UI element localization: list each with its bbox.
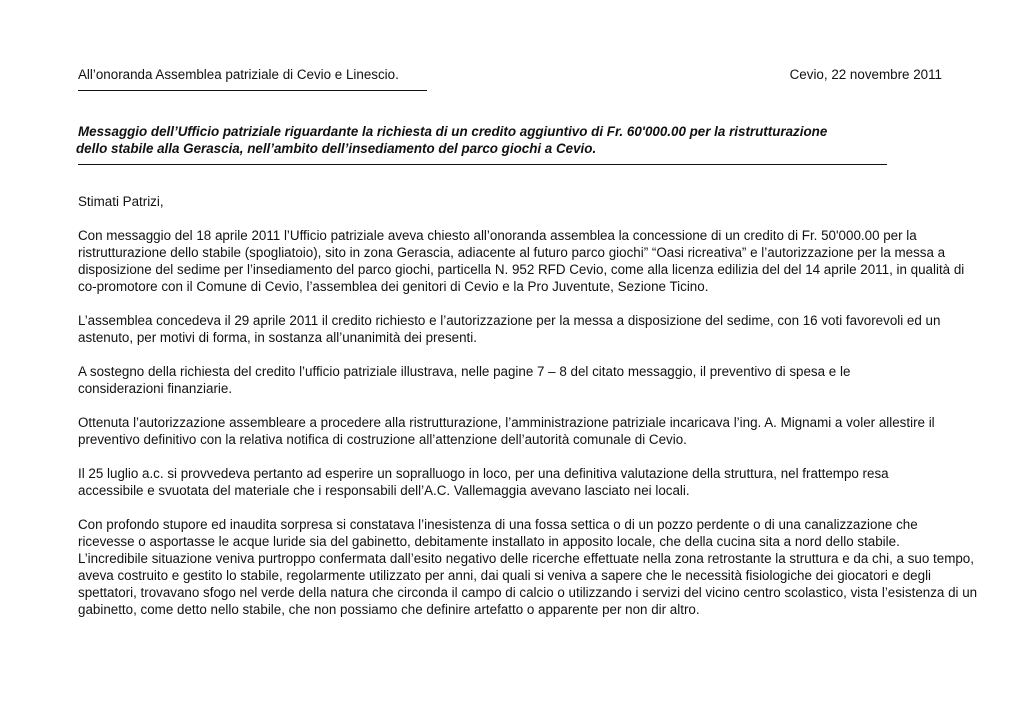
greeting: Stimati Patrizi,: [78, 194, 164, 209]
paragraph-3: A sostegno della richiesta del credito l’ufficio patriziale illustrava, nelle pagine 7 – 8 del citato messaggio, il preventivo di spesa e le considerazioni finanziarie.: [78, 364, 851, 396]
paragraph-4: Ottenuta l’autorizzazione assembleare a procedere alla ristrutturazione, l’amministrazione patriziale incaricava l’ing. A. Mignami a voler allestire il preventivo definitivo con la relativa notifica di costruzione all’attenzione dell’autorità comunale di Cevio.: [78, 415, 935, 447]
paragraph-7: L’incredibile situazione veniva purtroppo confermata dall’esito negativo delle ricerche effettuate nella zona retrostante la struttura e da chi, a suo tempo, aveva costruito e gestito lo stabile, regolarmente utilizzato per anni, dai quali si veniva a sapere che le necessità fisiologiche dei giocatori e degli spettatori, trovavano sfogo nel verde della natura che circonda il campo di calcio o utilizzando i servizi del vicino centro scolastico, vista l’esistenza di un gabinetto, come detto nello stabile, che non possiamo che definire artefatto o apparente per non dir altro.: [78, 551, 978, 617]
subject-line-1: Messaggio dell’Ufficio patriziale riguardante la richiesta di un credito aggiuntivo di Fr. 60'000.00 per la ristrutturazione: [78, 124, 828, 139]
paragraph-6: Con profondo stupore ed inaudita sorpresa si constatava l’inesistenza di una fossa settica o di un pozzo perdente o di una canalizzazione che ricevesse o asportasse le acque luride sia del gabinetto, debitamente installato in apposito locale, che della cucina sita a nord dello stabile.: [78, 517, 918, 549]
paragraph-5: Il 25 luglio a.c. si provvedeva pertanto ad esperire un sopralluogo in loco, per una definitiva valutazione della struttura, nel frattempo resa accessibile e svuotata del materiale che i responsabili dell’A.C. Vallemaggia avevano lasciato nei locali.: [78, 466, 889, 498]
paragraph-2: L’assemblea concedeva il 29 aprile 2011 il credito richiesto e l’autorizzazione per la messa a disposizione del sedime, con 16 voti favorevoli ed un astenuto, per motivi di forma, in sostanza all’unanimità dei presenti.: [78, 313, 941, 345]
addressee-underline: [78, 90, 427, 91]
letter-page: [78, 66, 978, 618]
subject-underline: [78, 164, 887, 165]
place-date: Cevio, 22 novembre 2011: [789, 67, 942, 82]
letter-header: [78, 66, 942, 83]
paragraph-1: Con messaggio del 18 aprile 2011 l’Ufficio patriziale aveva chiesto all’onoranda assemblea la concessione di un credito di Fr. 50'000.00 per la ristrutturazione dello stabile (spogliatoio), sito in zona Gerascia, adiacente al futuro parco giochi” “Oasi ricreativa” e l’autorizzazione per la messa a disposizione del sedime per l’insediamento del parco giochi, particella N. 952 RFD Cevio, come alla licenza edilizia del del 14 aprile 2011, in qualità di co-promotore con il Comune di Cevio, l’assemblea dei genitori di Cevio e la Pro Juventute, Sezione Ticino.: [78, 228, 965, 294]
subject-heading: [78, 123, 898, 157]
subject-line-2: dello stabile alla Gerascia, nell’ambito dell’insediamento del parco giochi a Cevio.: [76, 141, 597, 156]
addressee: All’onoranda Assemblea patriziale di Cevio e Linescio.: [78, 67, 399, 82]
